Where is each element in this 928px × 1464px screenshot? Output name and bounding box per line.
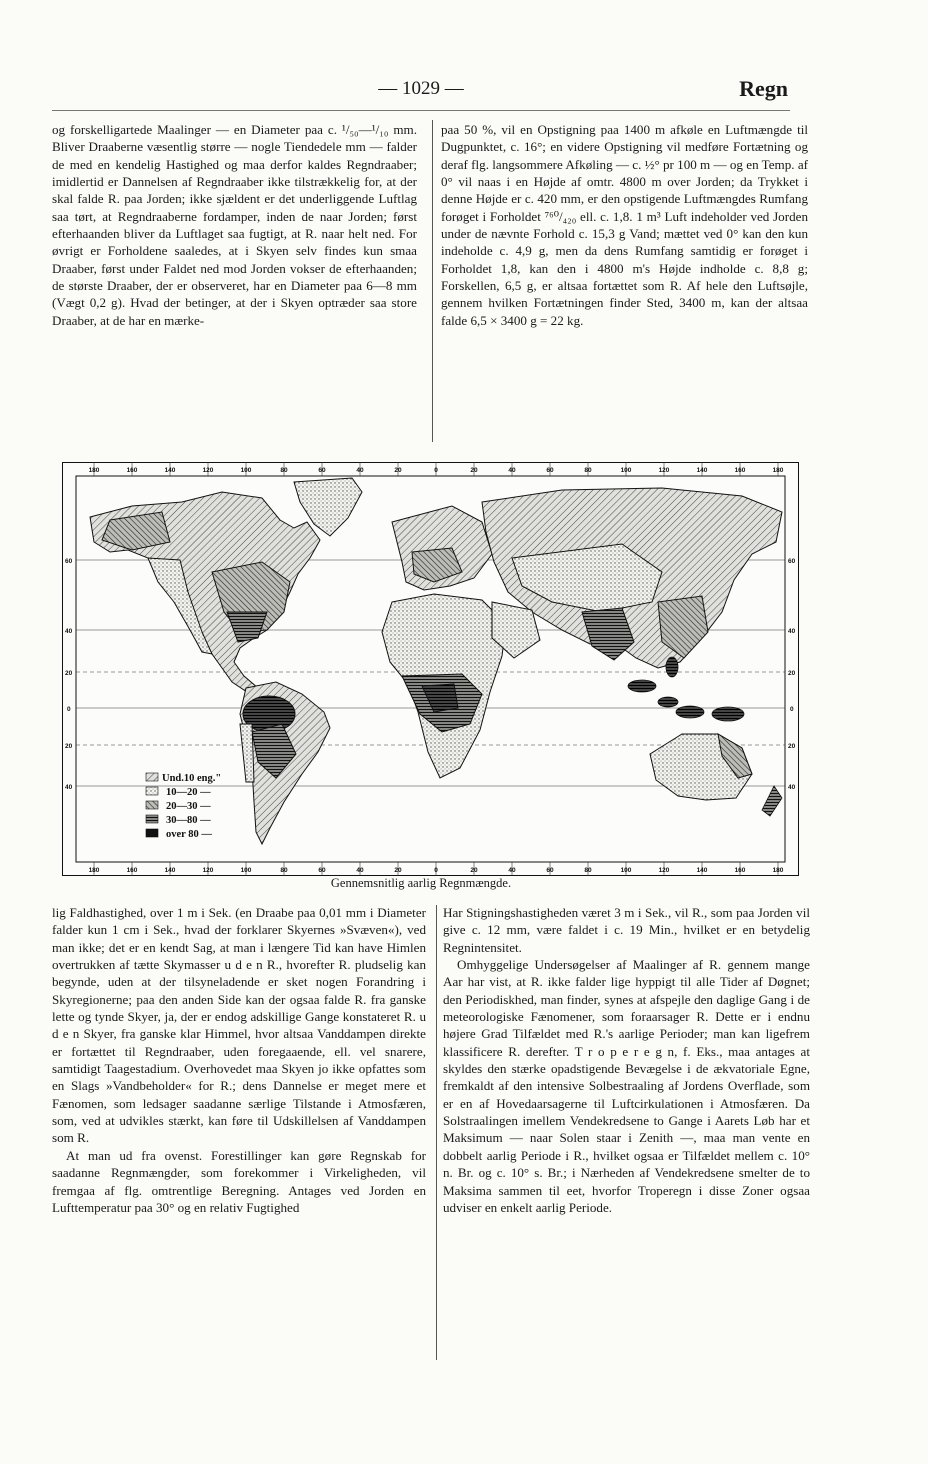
legend-label: over 80 — <box>166 829 212 840</box>
column-divider <box>432 120 433 442</box>
running-head-keyword: Regn <box>739 76 788 101</box>
lon-label: 100 <box>620 467 632 474</box>
lon-label: 60 <box>546 467 554 474</box>
lon-label: 120 <box>658 867 670 874</box>
legend-label: 30—80 — <box>166 815 211 826</box>
lon-label: 20 <box>394 467 402 474</box>
lon-label: 140 <box>164 867 176 874</box>
lon-label: 140 <box>696 467 708 474</box>
lon-label: 40 <box>508 867 516 874</box>
lat-label: 60 <box>65 558 73 565</box>
lon-label: 100 <box>620 867 632 874</box>
lon-label: 160 <box>126 467 138 474</box>
lon-label: 140 <box>696 867 708 874</box>
lon-label: 120 <box>658 467 670 474</box>
column-divider <box>436 905 437 1360</box>
top-right-column <box>441 121 808 446</box>
lon-label: 60 <box>318 467 326 474</box>
lat-label: 20 <box>788 670 796 677</box>
lon-label: 20 <box>470 467 478 474</box>
lon-label: 160 <box>734 867 746 874</box>
legend-label: 10—20 — <box>166 787 211 798</box>
rainfall-world-map <box>62 462 799 876</box>
lon-label: 180 <box>772 867 784 874</box>
lat-label: 40 <box>788 784 796 791</box>
lat-label: 20 <box>788 743 796 750</box>
header-rule <box>52 110 790 111</box>
paragraph: Omhyggelige Undersøgelser af Maalinger af R. gennem mange Aar har vist, at R. ikke falder lige hyppigt til alle Tider af Døgnet; den Periodiskhed, man finder, synes at afspejle den daglige Gang i de meteorologiske Fænomener, som foraarsager R. Dette er i endnu højere Grad Tilfældet med R.'s aarlige Perioder; man kan ligefrem klassificere R. derefter. T r o p e r e g n, f. Eks., maa antages at skyldes den stærke opadstigende Bevægelse i de ækvatoriale Egne, fremkaldt af den intensive Solbestraaling af Jordens Overflade, som er en af Hovedaarsagerne til Luftcirkulationen i Atmosfæren. Da Solstraalingen imellem Vendekredsene to Gange i Aarets Løb har et Maksimum — naar Solen staar i Zenith —, maa man vente en dobbelt aarlig Periode i R., hvilket ogsaa er Tilfældet mellem c. 10° n. Br. og c. 10° s. Br.; i Nærheden af Vendekredsene smelter de to Maksima sammen til eet, hvorfor Troperegn i disse Zoner ogsaa udviser en enkelt aarlig Periode. <box>443 957 810 1215</box>
figure-caption: Gennemsnitlig aarlig Regnmængde. <box>330 876 512 890</box>
lon-label: 80 <box>584 867 592 874</box>
paragraph: lig Faldhastighed, over 1 m i Sek. (en Draabe paa 0,01 mm i Diameter falder kun 1 cm i Sek., hvad der forklarer Skyernes »Svæven«), ved man ikke; det er en kendt Sag, at man i længere Tid kan have Himlen overtrukken af tætte Skymasser u d e n R., hvorefter R. pludselig kan begynde, uden at der tilsyneladende er sket nogen Forandring i Skyregionerne; paa den anden Side kan der ogsaa falde R. fra ganske lette og tynde Skyer, ja, der er endog adskillige Gange konstateret R. u d e n Skyer, fra ganske klar Himmel, hvor altsaa Vanddampen direkte er fortættet til Regndraaber, uden foregaaende, ell. vel snarere, samtidigt Taagestadium. Overhovedet maa Skyen jo ikke opfattes som en Slags »Vandbeholder« for R.; dens Dannelse er meget mere et Fænomen, som ledsager saadanne særlige Tilstande i Atmosfæren, som, ved at udvikles stærkt, kan føre til Udskillelsen af Vanddampen som R. <box>52 905 426 1146</box>
paragraph: og forskelligartede Maalinger — en Diameter paa c. ¹/₅₀—¹/₁₀ mm. Bliver Draaberne væsentlig større — nogle Tiendedele mm — falder de med en kendelig Hastighed og maa derfor kaldes Regndraaber; imidlertid er Dannelsen af Regndraaber ikke tilstrækkelig for, at der skal falde R. paa Jorden; ikke sjældent er det underliggende Luftlag saa tørt, at Regndraaberne fordamper, inden de naar Jorden; først efterhaanden bliver da Luftlaget saa fugtigt, at R. naar helt ned. For øvrigt er Forholdene saaledes, at i Skyen selv findes kun smaa Draaber, først under Faldet ned mod Jorden vokser de efterhaanden; de største Draaber, der er observeret, har en Diameter paa 6—8 mm (Vægt 0,2 g). Hvad der betinger, at der i Skyen optræder saa store Draaber, at de har en mærke- <box>52 122 417 328</box>
lon-label: 40 <box>356 867 364 874</box>
bottom-left-column <box>52 904 426 1376</box>
lon-label: 0 <box>434 467 438 474</box>
lat-label: 40 <box>65 784 73 791</box>
lon-label: 80 <box>584 467 592 474</box>
lon-label: 20 <box>470 867 478 874</box>
page-header <box>52 76 790 106</box>
top-left-column <box>52 121 417 446</box>
bottom-right-column <box>443 904 810 1376</box>
lat-label: 40 <box>65 628 73 635</box>
lat-label: 40 <box>788 628 796 635</box>
lon-label: 40 <box>508 467 516 474</box>
lat-label: 0 <box>790 706 794 713</box>
lon-label: 140 <box>164 467 176 474</box>
lon-label: 120 <box>202 467 214 474</box>
lon-label: 20 <box>394 867 402 874</box>
lon-label: 100 <box>240 867 252 874</box>
lon-label: 160 <box>126 867 138 874</box>
lat-label: 0 <box>67 706 71 713</box>
lon-label: 100 <box>240 467 252 474</box>
paragraph: At man ud fra ovenst. Forestillinger kan gøre Regnskab for saadanne Regnmængder, som forekommer i Virkeligheden, vil fremgaa af flg. omtrentlige Beregning. Antages ved Jorden en Lufttemperatur paa 30° og en relativ Fugtighed <box>52 1147 426 1215</box>
lon-label: 40 <box>356 467 364 474</box>
lon-label: 160 <box>734 467 746 474</box>
lat-label: 20 <box>65 743 73 750</box>
lon-label: 180 <box>772 467 784 474</box>
lon-label: 80 <box>280 467 288 474</box>
paragraph: Har Stigningshastigheden været 3 m i Sek., vil R., som paa Jorden vil give c. 12 mm, være faldet i c. 19 Min., hvilket er en betydelig Regnintensitet. <box>443 905 810 955</box>
lon-label: 80 <box>280 867 288 874</box>
lon-label: 180 <box>88 867 100 874</box>
lon-label: 180 <box>88 467 100 474</box>
lat-label: 20 <box>65 670 73 677</box>
lon-label: 120 <box>202 867 214 874</box>
lon-label: 0 <box>434 867 438 874</box>
lat-label: 60 <box>788 558 796 565</box>
paragraph: paa 50 %, vil en Opstigning paa 1400 m afkøle en Luftmængde til Dugpunktet, c. 16°; en videre Opstigning vil medføre Fortætning og deraf flg. langsommere Afkøling — c. ½° pr 100 m — og en Temp. af 0° vil naas i en Højde af omtr. 4800 m over Jorden; da Trykket i denne Højde er c. 420 mm, er den opstigende Luftmængdes Rumfang forøget i Forholdet ⁷⁶⁰/₄₂₀ ell. c. 1,8. 1 m³ Luft indeholder ved Jorden under de nævnte Forhold c. 15,3 g Vand; mættet ved 0° kan den kun indeholde c. 4,9 g, men da dens Rumfang samtidig er forøget i Forholdet 1,8, kan den i 4800 m's Højde indholde c. 8,8 g; Forskellen, 6,5 g, er altsaa fortættet som R. Af hele den Luftsøjle, gennem hvilken Fortætningen finder Sted, 3400 m, kan der altsaa falde 6,5 × 3400 g = 22 kg. <box>441 122 808 328</box>
lon-label: 60 <box>318 867 326 874</box>
lon-label: 60 <box>546 867 554 874</box>
page-number: — 1029 — <box>378 78 464 99</box>
legend-label: Und.10 eng." <box>162 773 222 784</box>
legend-label: 20—30 — <box>166 801 211 812</box>
